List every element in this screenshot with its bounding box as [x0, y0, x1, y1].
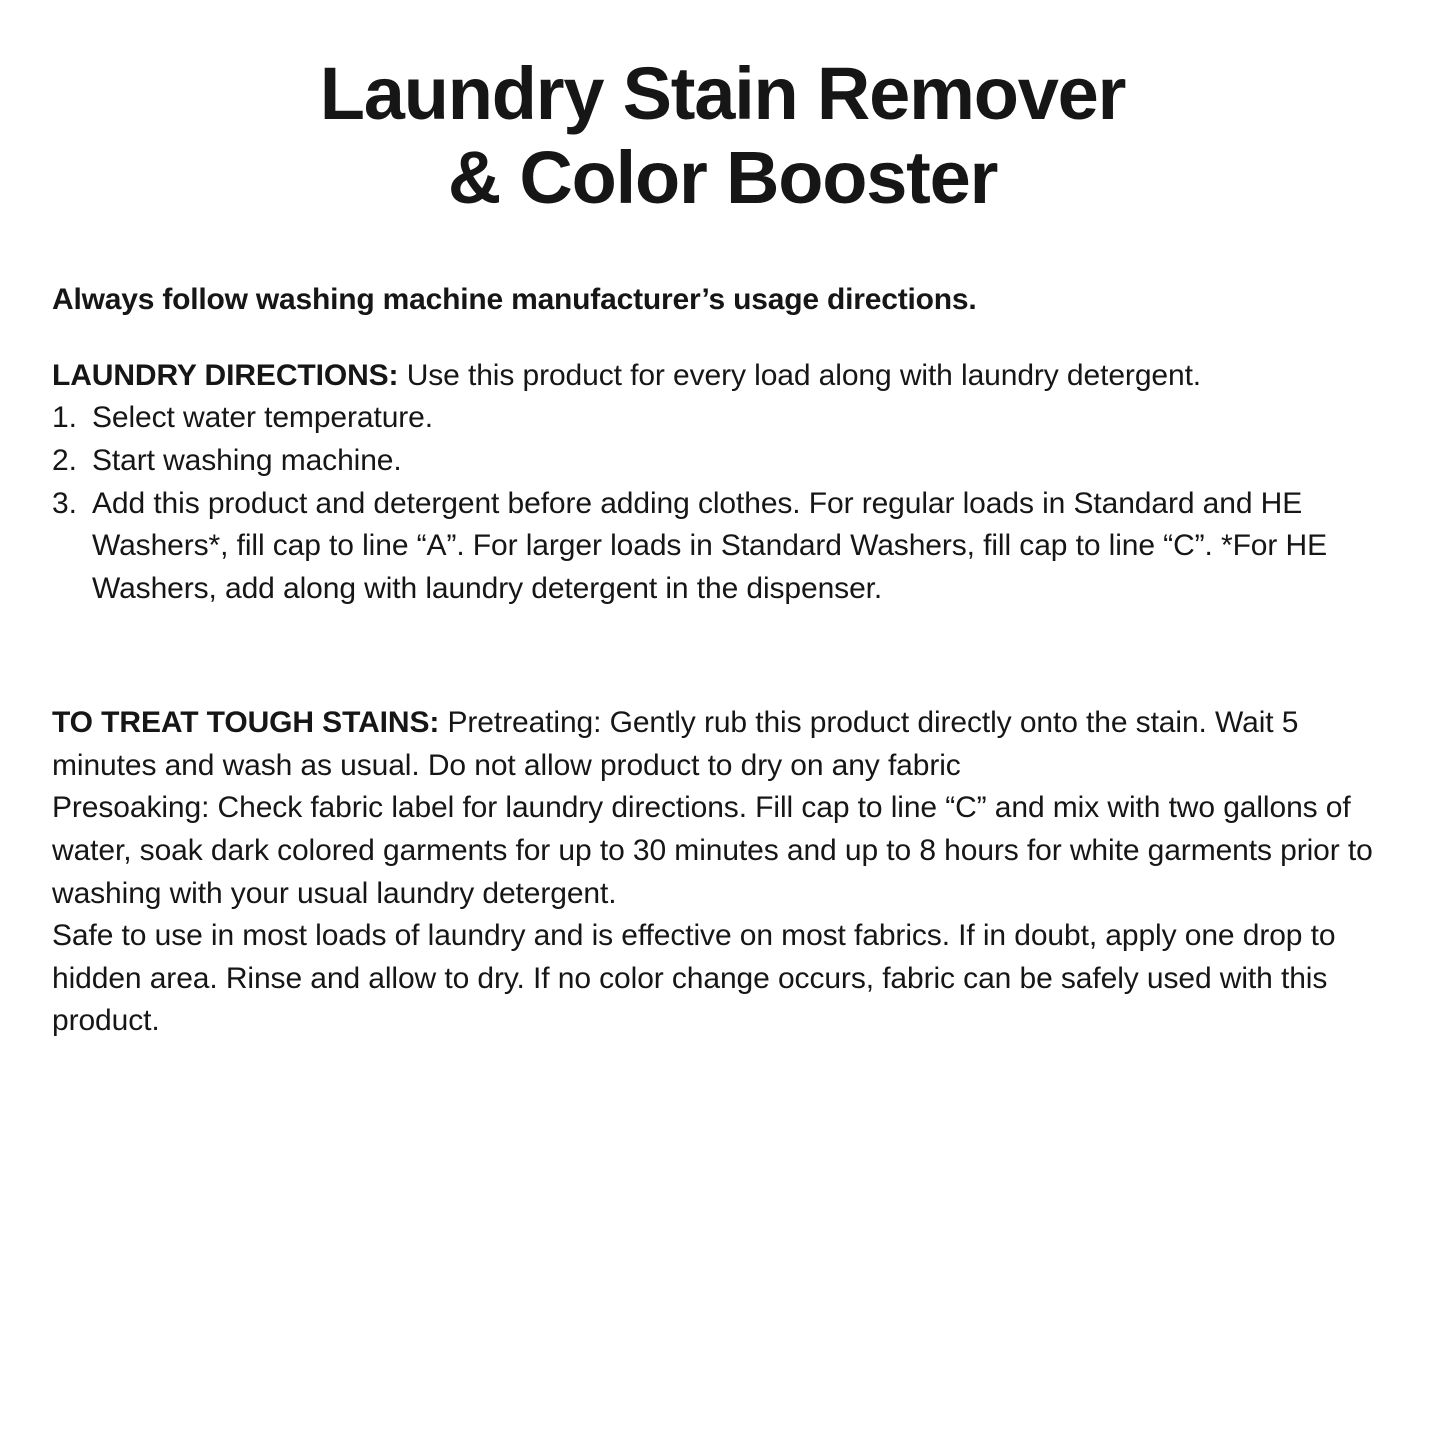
safety-paragraph: Safe to use in most loads of laundry and is effective on most fabrics. If in doubt, apply one drop to hidden area. Rinse and allow to dry. If no color change occurs, fabric can be safely used with this product.	[52, 919, 1336, 1038]
step-number: 2.	[52, 443, 77, 477]
list-item	[52, 440, 1393, 483]
laundry-steps-list	[52, 397, 1393, 610]
step-number: 1.	[52, 401, 77, 435]
title-line-2: & Color Booster	[447, 135, 998, 219]
title-line-1: Laundry Stain Remover	[319, 52, 1126, 135]
section-spacer	[52, 610, 1393, 702]
step-number: 3.	[52, 486, 77, 520]
laundry-directions-intro	[52, 355, 1393, 398]
pretreating-text: Pretreating: Gently rub this product directly onto the stain. Wait 5 minutes and wash as usual. Do not allow product to dry on any fabric	[52, 706, 1299, 782]
laundry-directions-section	[52, 355, 1393, 611]
presoaking-paragraph: Presoaking: Check fabric label for laundry directions. Fill cap to line “C” and mix with two gallons of water, soak dark colored garments for up to 30 minutes and up to 8 hours for white garments prior to washing with your usual laundry detergent.	[52, 791, 1373, 910]
label-body	[0, 281, 1445, 1043]
pretreating-paragraph	[52, 702, 1393, 787]
manufacturer-notice: Always follow washing machine manufacturer’s usage directions.	[52, 283, 977, 317]
list-item	[52, 397, 1393, 440]
laundry-directions-heading: LAUNDRY DIRECTIONS:	[52, 358, 399, 392]
step-text: Select water temperature.	[92, 401, 433, 435]
tough-stains-section	[52, 702, 1393, 1043]
laundry-directions-intro-text: Use this product for every load along with laundry detergent.	[398, 358, 1202, 392]
step-text: Start washing machine.	[92, 443, 402, 477]
tough-stains-heading: TO TREAT TOUGH STAINS:	[52, 706, 440, 740]
list-item	[52, 483, 1393, 611]
step-text: Add this product and detergent before adding clothes. For regular loads in Standard and HE Washers*, fill cap to line “A”. For larger loads in Standard Washers, fill cap to line “C”. *For HE Washers, add along with laundry detergent in the dispenser.	[92, 486, 1327, 605]
page-title	[0, 0, 1445, 219]
